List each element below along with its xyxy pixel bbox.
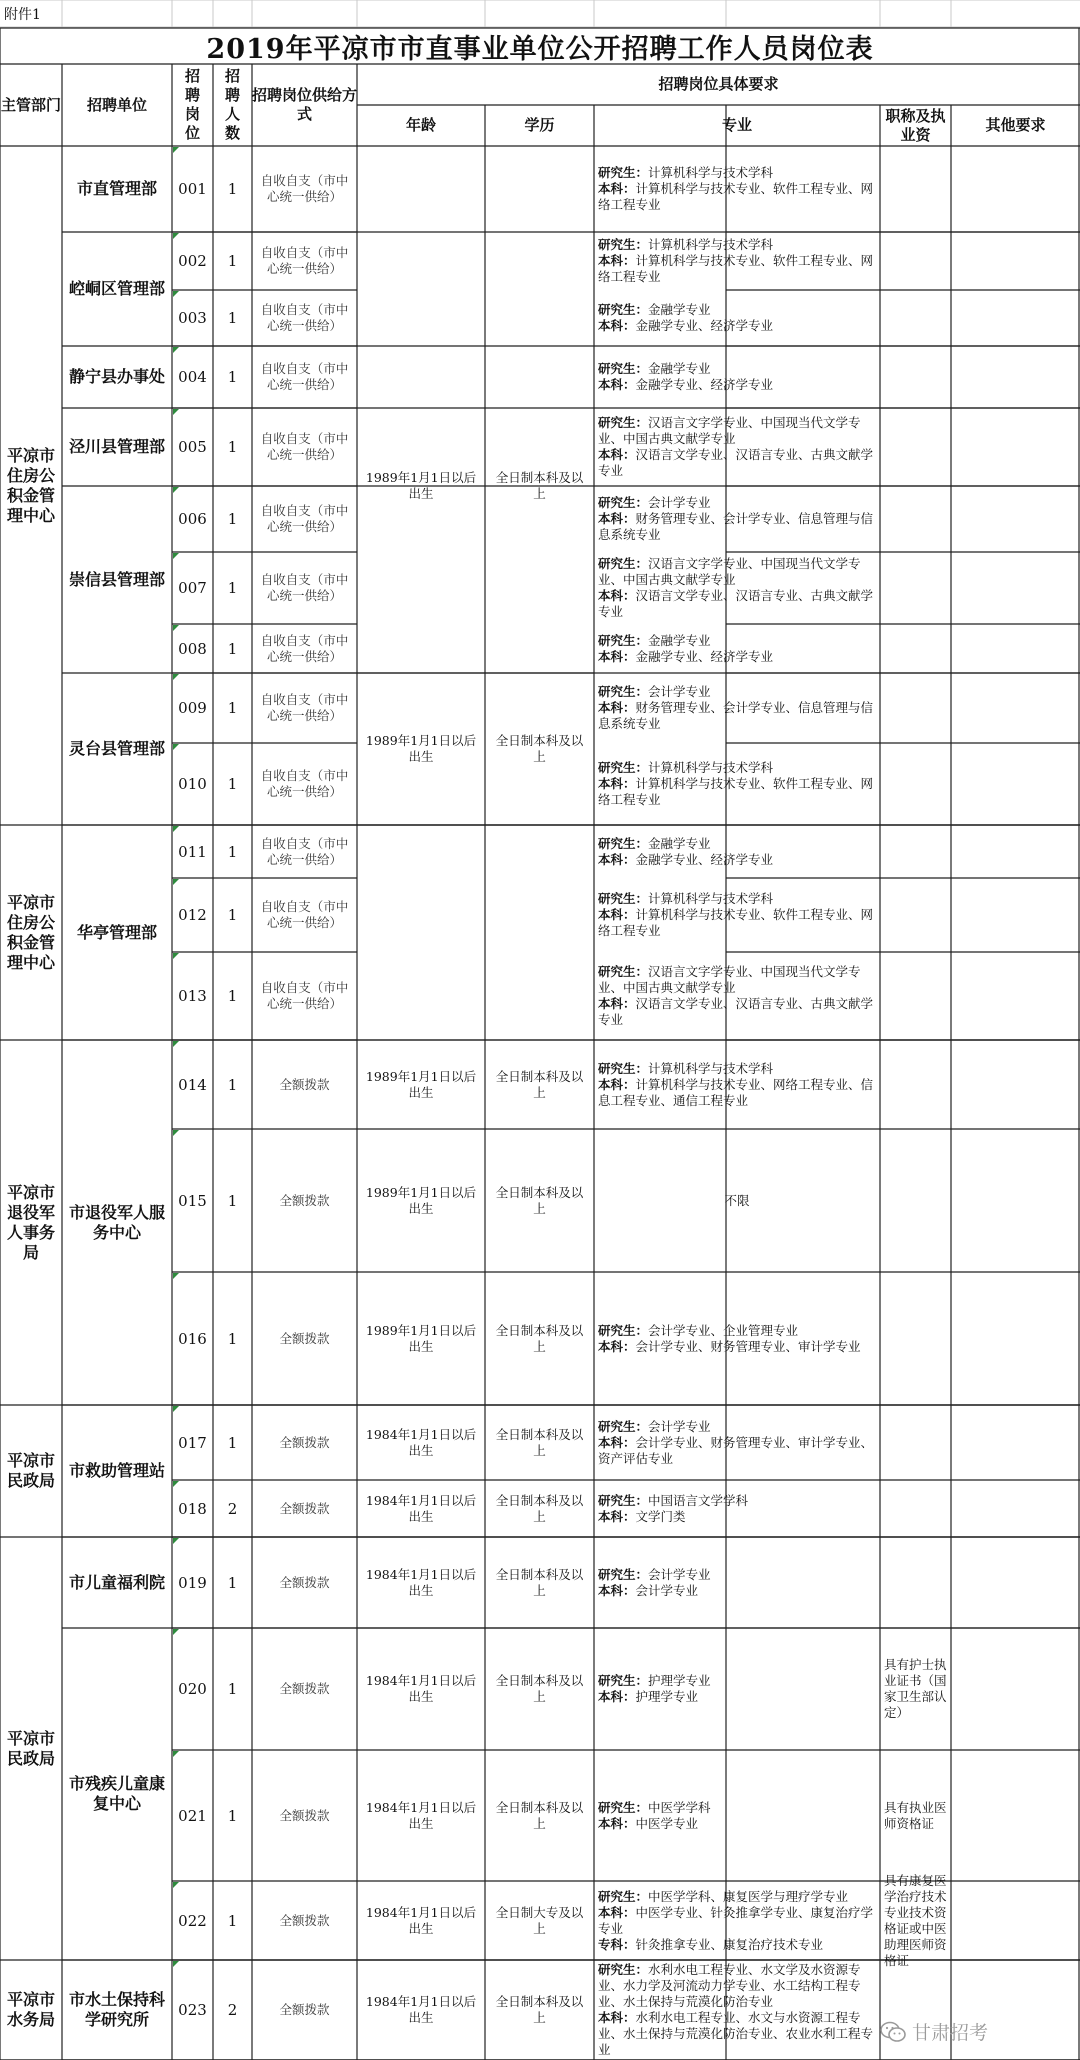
major-line: 研究生：计算机科学与技术学科 — [598, 237, 774, 252]
supply-mode: 自收自支（市中心统一供给） — [260, 431, 349, 462]
header-other: 其他要求 — [985, 116, 1046, 134]
major-line: 研究生：会计学专业 — [598, 684, 711, 699]
unit-cell: 市水土保持科学研究所 — [68, 1990, 165, 2029]
supply-mode: 全额拨款 — [279, 1912, 330, 1928]
major-requirement — [594, 290, 880, 346]
age-requirement: 1984年1月1日以后出生 — [365, 1566, 477, 1598]
post-code: 018 — [178, 1499, 207, 1518]
header-major: 专业 — [721, 116, 752, 134]
education-requirement: 全日制本科及以上 — [495, 1184, 584, 1216]
unit-cell: 静宁县办事处 — [68, 367, 165, 386]
major-requirement — [594, 1480, 880, 1537]
major-requirement — [594, 878, 880, 952]
major-requirement — [594, 825, 880, 878]
post-code: 013 — [178, 987, 207, 1005]
post-count: 1 — [227, 1433, 238, 1452]
education-requirement: 全日制本科及以上 — [495, 1322, 584, 1354]
post-count: 1 — [227, 1680, 238, 1698]
cell-comment-marker — [173, 1406, 179, 1412]
major-requirement — [594, 1537, 880, 1628]
dept-cell: 平凉市住房公积金管理中心 — [6, 892, 55, 972]
watermark-text: 甘肃招考 — [912, 2022, 989, 2044]
post-code: 010 — [178, 775, 207, 793]
post-code: 003 — [178, 309, 207, 327]
unit-cell: 华亭管理部 — [76, 922, 157, 942]
major-line: 本科：计算机科学与技术专业、软件工程专业、网络工程专业 — [598, 253, 874, 284]
education-requirement: 全日制本科及以上 — [495, 1673, 584, 1704]
post-code: 021 — [178, 1806, 207, 1825]
major-requirement — [594, 673, 880, 743]
major-line: 本科：计算机科学与技术专业、软件工程专业、网络工程专业 — [598, 907, 874, 938]
cell-comment-marker — [173, 347, 179, 353]
cell-comment-marker — [173, 233, 179, 239]
post-count: 1 — [227, 438, 238, 456]
education-requirement: 全日制本科及以上 — [495, 1426, 584, 1458]
major-line: 本科：金融学专业、经济学专业 — [598, 377, 774, 392]
age-requirement: 1984年1月1日以后出生 — [365, 1994, 477, 2025]
post-code: 008 — [178, 639, 207, 658]
post-code: 004 — [178, 368, 207, 386]
age-requirement: 1989年1月1日以后出生 — [365, 1068, 477, 1100]
major-line: 不限 — [724, 1192, 750, 1208]
dept-cell: 平凉市住房公积金管理中心 — [6, 445, 55, 525]
supply-mode: 自收自支（市中心统一供给） — [260, 980, 349, 1011]
major-line: 本科：中医学专业 — [598, 1815, 699, 1831]
post-code: 016 — [178, 1329, 207, 1348]
age-requirement: 1984年1月1日以后出生 — [365, 1492, 477, 1524]
header-requirements: 招聘岗位具体要求 — [658, 75, 779, 93]
cert-requirement: 具有护士执业证书（国家卫生部认定） — [884, 1657, 947, 1720]
major-line: 研究生：汉语言文字学专业、中国现当代文学专业、中国古典文献学专业 — [598, 964, 861, 995]
dept-cell: 平凉市民政局 — [6, 1451, 55, 1490]
supply-mode: 自收自支（市中心统一供给） — [260, 768, 349, 799]
age-requirement: 1984年1月1日以后出生 — [365, 1799, 477, 1831]
major-line: 本科：中医学专业、针灸推拿学专业、康复治疗学专业 — [598, 1904, 874, 1936]
major-requirement — [594, 1750, 880, 1881]
major-line: 研究生：计算机科学与技术学科 — [598, 760, 774, 775]
post-count: 1 — [227, 309, 238, 327]
supply-mode: 自收自支（市中心统一供给） — [260, 503, 349, 534]
supply-mode: 全额拨款 — [279, 1330, 330, 1346]
education-requirement-group: 全日制本科及以上 — [495, 469, 584, 501]
major-line: 本科：水利水电工程专业、水文与水资源工程专业、水土保持与荒漠化防治专业、农业水利工程专业 — [598, 2010, 874, 2057]
major-line: 本科：金融学专业、经济学专业 — [598, 851, 774, 867]
education-requirement: 全日制本科及以上 — [495, 1492, 584, 1524]
post-count: 1 — [227, 1911, 238, 1930]
post-code: 014 — [178, 1075, 207, 1094]
post-code: 009 — [178, 699, 207, 717]
supply-mode: 自收自支（市中心统一供给） — [260, 173, 349, 204]
header-dept: 主管部门 — [0, 95, 61, 114]
post-count: 1 — [227, 1075, 238, 1094]
major-line: 研究生：金融学专业 — [598, 632, 711, 648]
post-code: 007 — [178, 579, 207, 597]
header-supply: 招聘岗位供给方式 — [252, 86, 358, 123]
major-line: 研究生：计算机科学与技术学科 — [598, 165, 774, 180]
post-count: 1 — [227, 510, 238, 528]
cell-comment-marker — [173, 953, 179, 959]
major-requirement — [594, 232, 880, 290]
post-code: 011 — [178, 842, 207, 861]
major-line: 专科：针灸推拿专业、康复治疗技术专业 — [598, 1936, 824, 1952]
cell-comment-marker — [173, 879, 179, 885]
major-line: 本科：计算机科学与技术专业、软件工程专业、网络工程专业 — [598, 181, 874, 212]
cell-comment-marker — [173, 1130, 179, 1136]
dept-cell: 平凉市民政局 — [6, 1728, 55, 1768]
supply-mode: 自收自支（市中心统一供给） — [260, 245, 349, 276]
cell-comment-marker — [173, 553, 179, 559]
post-count: 1 — [227, 180, 238, 198]
major-line: 研究生：中国语言文学学科 — [598, 1492, 749, 1508]
major-line: 本科：会计学专业、财务管理专业、审计学专业 — [598, 1338, 861, 1354]
major-line: 本科：会计学专业 — [598, 1582, 699, 1598]
supply-mode: 全额拨款 — [279, 2002, 330, 2017]
post-count: 1 — [227, 252, 238, 270]
age-requirement: 1984年1月1日以后出生 — [365, 1673, 477, 1704]
cert-requirement: 具有康复医学治疗技术专业技术资格证或中医助理医师资格证 — [884, 1872, 947, 1968]
age-requirement-group: 1989年1月1日以后出生 — [365, 733, 477, 764]
supply-mode: 自收自支（市中心统一供给） — [260, 835, 349, 867]
age-requirement-group: 1989年1月1日以后出生 — [365, 469, 477, 501]
post-count: 2 — [227, 1499, 238, 1518]
cert-requirement: 具有执业医师资格证 — [884, 1799, 947, 1831]
post-code: 005 — [178, 438, 207, 456]
major-line: 研究生：计算机科学与技术学科 — [598, 1060, 774, 1076]
unit-cell: 市儿童福利院 — [68, 1572, 165, 1592]
major-requirement — [594, 1405, 880, 1480]
major-line: 本科：金融学专业、经济学专业 — [598, 648, 774, 664]
major-requirement — [594, 743, 880, 825]
unit-cell: 市救助管理站 — [68, 1461, 165, 1480]
attachment-label: 附件1 — [4, 6, 41, 23]
major-requirement — [594, 346, 880, 408]
education-requirement: 全日制本科及以上 — [495, 1994, 584, 2025]
cell-comment-marker — [173, 1041, 179, 1047]
major-line: 本科：护理学专业 — [598, 1689, 699, 1704]
supply-mode: 自收自支（市中心统一供给） — [260, 632, 349, 664]
education-requirement: 全日制本科及以上 — [495, 1068, 584, 1100]
cell-comment-marker — [173, 1882, 179, 1888]
education-requirement: 全日制本科及以上 — [495, 1799, 584, 1831]
major-line: 研究生：计算机科学与技术学科 — [598, 891, 774, 906]
post-code: 015 — [178, 1191, 207, 1210]
major-requirement — [594, 624, 880, 673]
major-line: 本科：汉语言文学专业、汉语言专业、古典文献学专业 — [598, 447, 874, 478]
post-code: 022 — [178, 1911, 207, 1930]
major-line: 研究生：会计学专业 — [598, 1566, 711, 1582]
supply-mode: 自收自支（市中心统一供给） — [260, 899, 349, 930]
post-count: 1 — [227, 842, 238, 861]
education-requirement: 全日制本科及以上 — [495, 1566, 584, 1598]
major-line: 本科：金融学专业、经济学专业 — [598, 318, 774, 333]
post-count: 1 — [227, 987, 238, 1005]
cell-comment-marker — [173, 487, 179, 493]
major-requirement — [594, 1129, 880, 1272]
age-requirement: 1989年1月1日以后出生 — [365, 1322, 477, 1354]
major-requirement — [594, 486, 880, 552]
major-line: 研究生：中医学学科 — [598, 1799, 711, 1815]
watermark — [880, 2018, 988, 2045]
unit-cell: 灵台县管理部 — [68, 739, 165, 758]
post-count: 1 — [227, 906, 238, 924]
major-requirement — [594, 952, 880, 1040]
post-count: 1 — [227, 1573, 238, 1592]
major-requirement — [594, 552, 880, 624]
dept-cell: 平凉市退役军人事务局 — [6, 1182, 55, 1262]
major-line: 研究生：护理学专业 — [598, 1673, 711, 1688]
post-count: 1 — [227, 1191, 238, 1210]
major-requirement — [594, 1628, 880, 1750]
age-requirement: 1984年1月1日以后出生 — [365, 1904, 477, 1936]
wechat-icon — [880, 2021, 906, 2043]
education-requirement-group: 全日制本科及以上 — [495, 733, 584, 764]
header-count: 招聘人数 — [224, 67, 240, 142]
major-line: 研究生：水利水电工程专业、水文学及水资源专业、水力学及河流动力学专业、水工结构工程专业、水土保持与荒漠化防治专业 — [598, 1962, 861, 2009]
major-line: 本科：会计学专业、财务管理专业、审计学专业、资产评估专业 — [598, 1434, 874, 1466]
major-line: 研究生：中医学学科、康复医学与理疗学专业 — [598, 1888, 849, 1904]
header-cert: 职称及执业资 — [885, 106, 946, 144]
major-requirement — [594, 408, 880, 486]
supply-mode: 自收自支（市中心统一供给） — [260, 302, 349, 333]
cell-comment-marker — [173, 1961, 179, 1967]
cell-comment-marker — [173, 674, 179, 680]
post-count: 1 — [227, 1806, 238, 1825]
major-requirement — [594, 146, 880, 232]
cell-comment-marker — [173, 1538, 179, 1544]
major-line: 研究生：金融学专业 — [598, 302, 711, 317]
cell-comment-marker — [173, 291, 179, 297]
major-line: 本科：文学门类 — [598, 1508, 686, 1524]
major-line: 本科：财务管理专业、会计学专业、信息管理与信息系统专业 — [598, 511, 874, 542]
cell-comment-marker — [173, 409, 179, 415]
age-requirement: 1984年1月1日以后出生 — [365, 1426, 477, 1458]
post-count: 1 — [227, 639, 238, 658]
major-line: 研究生：会计学专业 — [598, 495, 711, 510]
header-edu: 学历 — [524, 116, 555, 134]
major-line: 研究生：会计学专业、企业管理专业 — [598, 1322, 799, 1338]
supply-mode: 全额拨款 — [279, 1192, 330, 1208]
unit-cell: 市退役军人服务中心 — [68, 1202, 165, 1242]
cell-comment-marker — [173, 1751, 179, 1757]
major-line: 本科：汉语言文学专业、汉语言专业、古典文献学专业 — [598, 996, 874, 1027]
supply-mode: 全额拨款 — [279, 1076, 330, 1092]
supply-mode: 自收自支（市中心统一供给） — [260, 692, 349, 723]
post-code: 023 — [178, 2001, 207, 2019]
age-requirement: 1989年1月1日以后出生 — [365, 1184, 477, 1216]
major-requirement — [594, 1960, 880, 2060]
major-line: 本科：计算机科学与技术专业、网络工程专业、信息工程专业、通信工程专业 — [598, 1076, 874, 1108]
post-count: 1 — [227, 368, 238, 386]
major-line: 研究生：会计学专业 — [598, 1418, 711, 1434]
supply-mode: 全额拨款 — [279, 1681, 330, 1696]
major-line: 研究生：金融学专业 — [598, 361, 711, 376]
cell-comment-marker — [173, 1273, 179, 1279]
supply-mode: 全额拨款 — [279, 1434, 330, 1450]
unit-cell: 泾川县管理部 — [68, 437, 165, 456]
major-requirement — [594, 1881, 880, 1960]
post-code: 002 — [178, 252, 207, 270]
post-code: 017 — [178, 1433, 207, 1452]
post-code: 012 — [178, 906, 207, 924]
supply-mode: 全额拨款 — [279, 1574, 330, 1590]
post-count: 1 — [227, 579, 238, 597]
post-count: 1 — [227, 1329, 238, 1348]
supply-mode: 全额拨款 — [279, 1807, 330, 1823]
post-code: 020 — [178, 1680, 207, 1698]
header-code: 招聘岗位 — [184, 67, 200, 142]
dept-cell: 平凉市水务局 — [6, 1990, 55, 2029]
post-count: 2 — [227, 2001, 238, 2019]
cell-comment-marker — [173, 744, 179, 750]
cell-comment-marker — [173, 625, 179, 631]
unit-cell: 市直管理部 — [76, 179, 157, 198]
supply-mode: 自收自支（市中心统一供给） — [260, 572, 349, 603]
education-requirement: 全日制大专及以上 — [495, 1904, 584, 1936]
post-count: 1 — [227, 775, 238, 793]
unit-cell: 崆峒区管理部 — [68, 279, 165, 298]
supply-mode: 自收自支（市中心统一供给） — [260, 361, 349, 392]
unit-cell: 市残疾儿童康复中心 — [68, 1774, 165, 1813]
major-line: 本科：汉语言文学专业、汉语言专业、古典文献学专业 — [598, 588, 874, 619]
major-line: 研究生：汉语言文字学专业、中国现当代文学专业、中国古典文献学专业 — [598, 556, 861, 587]
post-code: 019 — [178, 1573, 207, 1592]
cell-comment-marker — [173, 826, 179, 832]
header-unit: 招聘单位 — [86, 95, 147, 114]
post-code: 006 — [178, 510, 207, 528]
page-title: 2019年平凉市市直事业单位公开招聘工作人员岗位表 — [206, 33, 874, 65]
major-line: 本科：财务管理专业、会计学专业、信息管理与信息系统专业 — [598, 700, 874, 731]
unit-cell: 崇信县管理部 — [68, 569, 165, 589]
major-requirement — [594, 1272, 880, 1405]
cell-comment-marker — [173, 1481, 179, 1487]
major-requirement — [594, 1040, 880, 1129]
header-age: 年龄 — [405, 116, 436, 134]
major-line: 研究生：金融学专业 — [598, 835, 711, 851]
post-code: 001 — [178, 180, 207, 198]
post-count: 1 — [227, 699, 238, 717]
major-line: 研究生：汉语言文字学专业、中国现当代文学专业、中国古典文献学专业 — [598, 415, 861, 446]
cell-comment-marker — [173, 1629, 179, 1635]
major-line: 本科：计算机科学与技术专业、软件工程专业、网络工程专业 — [598, 776, 874, 807]
supply-mode: 全额拨款 — [279, 1500, 330, 1516]
cell-comment-marker — [173, 147, 179, 153]
